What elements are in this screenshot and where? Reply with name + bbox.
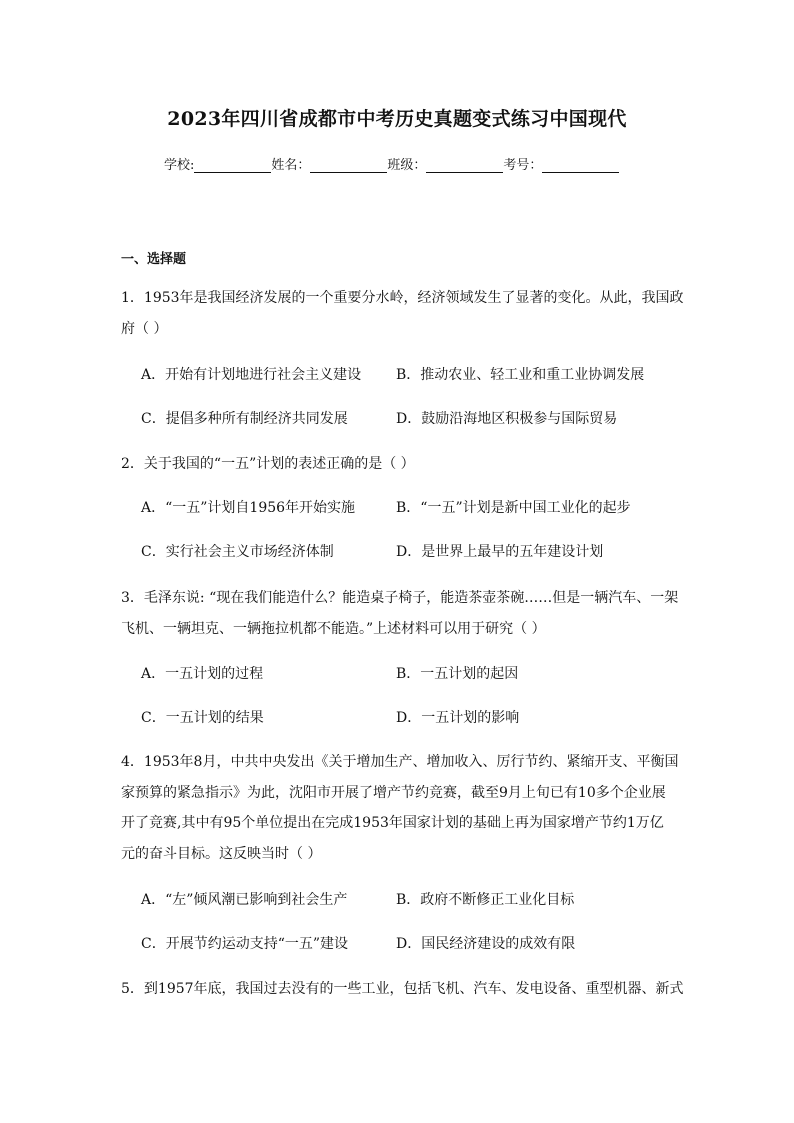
school-label: 学校: <box>164 158 195 173</box>
number-label: 考号： <box>503 158 543 173</box>
student-info-row <box>164 154 619 173</box>
question-1-option-a[interactable]: A．开始有计划地进行社会主义建设 <box>141 367 362 383</box>
question-1-option-c[interactable]: C．提倡多种所有制经济共同发展 <box>141 411 348 427</box>
name-blank[interactable] <box>310 158 387 173</box>
question-1-line-1: 1．1953年是我国经济发展的一个重要分水岭，经济领域发生了显著的变化。从此，我国政 <box>121 290 684 306</box>
school-blank[interactable] <box>194 158 271 173</box>
question-4-line-1: 4．1953年8月，中共中央发出《关于增加生产、增加收入、厉行节约、紧缩开支、平衡国 <box>121 754 679 770</box>
question-3-option-b[interactable]: B．一五计划的起因 <box>396 666 519 682</box>
class-blank[interactable] <box>426 158 503 173</box>
name-label: 姓名： <box>271 158 311 173</box>
number-blank[interactable] <box>542 158 619 173</box>
question-1-option-d[interactable]: D．鼓励沿海地区积极参与国际贸易 <box>396 411 618 427</box>
question-1-option-b[interactable]: B．推动农业、轻工业和重工业协调发展 <box>396 367 645 383</box>
question-4-option-b[interactable]: B．政府不断修正工业化目标 <box>396 892 575 908</box>
question-4-line-2: 家预算的紧急指示》为此，沈阳市开展了增产节约竞赛，截至9月上旬已有10多个企业展 <box>121 785 666 801</box>
question-4-line-4: 元的奋斗目标。这反映当时（ ） <box>121 846 322 862</box>
question-3-line-2: 飞机、一辆坦克、一辆拖拉机都不能造。”上述材料可以用于研究（ ） <box>121 621 546 637</box>
class-label: 班级： <box>387 158 427 173</box>
question-3-line-1: 3．毛泽东说: “现在我们能造什么？能造桌子椅子，能造茶壶茶碗……但是一辆汽车、一架 <box>121 590 679 606</box>
section-heading: 一、选择题 <box>121 252 187 267</box>
question-3-option-d[interactable]: D．一五计划的影响 <box>396 710 520 726</box>
question-2-line-1: 2．关于我国的“一五”计划的表述正确的是（ ） <box>121 456 415 472</box>
question-4-option-c[interactable]: C．开展节约运动支持“一五”建设 <box>141 936 349 952</box>
question-3-option-c[interactable]: C．一五计划的结果 <box>141 710 264 726</box>
question-2-option-a[interactable]: A．“一五”计划自1956年开始实施 <box>141 500 356 516</box>
question-4-option-d[interactable]: D．国民经济建设的成效有限 <box>396 936 576 952</box>
question-4-option-a[interactable]: A．“左”倾风潮已影响到社会生产 <box>141 892 348 908</box>
question-5-line-1: 5．到1957年底，我国过去没有的一些工业，包括飞机、汽车、发电设备、重型机器、新式 <box>121 981 684 997</box>
question-3-option-a[interactable]: A．一五计划的过程 <box>141 666 264 682</box>
document-title: 2023年四川省成都市中考历史真题变式练习中国现代 <box>167 108 627 130</box>
question-4-line-3: 开了竞赛,其中有95个单位提出在完成1953年国家计划的基础上再为国家增产节约1万亿 <box>121 815 664 831</box>
question-2-option-b[interactable]: B．“一五”计划是新中国工业化的起步 <box>396 500 631 516</box>
question-2-option-c[interactable]: C．实行社会主义市场经济体制 <box>141 544 334 560</box>
question-1-line-2: 府（ ） <box>121 321 168 337</box>
question-2-option-d[interactable]: D．是世界上最早的五年建设计划 <box>396 544 604 560</box>
